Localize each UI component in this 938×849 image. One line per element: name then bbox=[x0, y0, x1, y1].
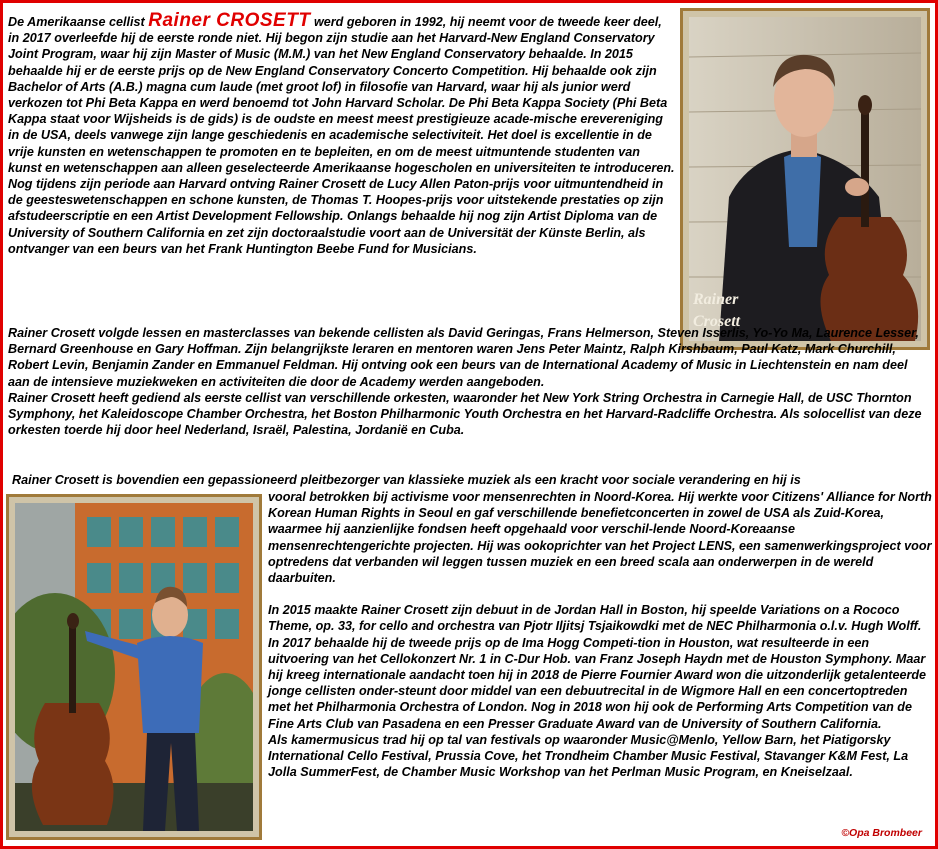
artist-name-heading: Rainer CROSETT bbox=[148, 10, 311, 31]
chamber-music-paragraph: Als kamermusicus trad hij op tal van festivals op waaronder Music@Menlo, Yellow Barn, het Piatigorsky International Cello Festival, Prussia Cove, het Trondheim Chamber Music Festival, Stavanger K&M Fest, La Jolla SummerFest, de Chamber Music Workshop van het Perlman Music Program, en Kneiselzaal. bbox=[268, 732, 909, 780]
copyright-credit: ©Opa Brombeer bbox=[841, 827, 922, 839]
intro-paragraph bbox=[8, 10, 676, 176]
activism-paragraph: vooral betrokken bij activisme voor mensenrechten in Noord-Korea. Hij werkte voor Citizens' Alliance for North Korean Human Rights in Seoul en gaf verschillende benefietconcerten in zowel de USA als Zuid-Korea, waarmee hij aanzienlijke fondsen heeft opgehaald voor verschil-lende Noord-Koreaanse mensenrechtengerichte projecten. Hij was ookoprichter van het Project LENS, een samenwerkingsproject voor optredens dat verbanden wil leggen tussen muziek en een breed scala aan onderwerpen in de wereld daarbuiten. bbox=[268, 490, 932, 586]
outdoor-photo-frame bbox=[6, 494, 262, 840]
debut-paragraph: In 2015 maakte Rainer Crosett zijn debuut in de Jordan Hall in Boston, hij speelde Variations on a Rococo Theme, op. 33, for cello and orchestra van Pjotr Iljitsj Tsjaikowdki met de NEC Philharmonia o.l.v. Hugh Wolff. In 2017 behaalde hij de tweede prijs op de Ima Hogg Competi-tion in Houston, wat resulteerde in een uitvoering van het Cellokonzert Nr. 1 in C-Dur Hob. van Franz Joseph Haydn met de Houston Symphony. Maar hij kreeg internationale aandacht toen hij in 2018 de Pierre Fournier Award won die uitzonderlijk getalenteerde jonge cellisten onder-steunt door middel van een debuutrecital in de Wigmore Hall en een concertoptreden met het Philharmonia Orchestra of London. Nog in 2018 won hij ook de Performing Arts Competition van de Fine Arts Club van Pasadena en een Presser Graduate Award van de University of Southern California. bbox=[268, 603, 927, 731]
caption-line-2: Crosett bbox=[693, 313, 741, 330]
orchestras-paragraph: Rainer Crosett heeft gediend als eerste cellist van verschillende orkesten, waaronder het New York String Orchestra in Carnegie Hall, de USC Thornton Symphony, het Kaleidoscope Chamber Orchestra, het Boston Philharmonic Youth Orchestra en het Harvard-Radcliffe Orchestra. Als solocellist van deze orkesten toerde hij door heel Nederland, Israël, Palestina, Jordanië en Cuba. bbox=[8, 390, 922, 438]
intro-body: werd geboren in 1992, hij neemt voor de tweede keer deel, in 2017 overleefde hij de eerste ronde niet. Hij begon zijn studie aan het Harvard-New England Conservatory Joint Program, waar hij zijn Master of Music (M.M.) van het New England Conservatory behaalde. In 2015 behaalde hij er de eerste prijs op de New England Conservatory Concerto Competition. Hij behaalde ook zijn Bachelor of Arts (A.B.) magna cum laude (met groot lof) in filosofie van Harvard, waar hij als junior werd verkozen tot Phi Beta Kappa en werd benoemd tot John Harvard Scholar. De Phi Beta Kappa Society (Phi Beta Kappa staat voor Wijsheids is de gids) is de oudste en meest meest prestigieuze acade-mische erevereniging in de USA, deels vanwege zijn lange geschiedenis en academische selectiviteit. Het doel is excellentie in de vrije kunsten en wetenschappen te promoten en te bepleiten, en om de meest uitmuntende studenten van kunst en wetenschappen aan alleen geselecteerde Amerikaanse hogescholen en universiteiten te introduceren. bbox=[8, 15, 675, 175]
portrait-photo bbox=[689, 17, 921, 341]
awards-paragraph: Nog tijdens zijn periode aan Harvard ontving Rainer Crosett de Lucy Allen Paton-prijs voor uitmuntendheid in de geesteswetenschappen en schone kunsten, de Thomas T. Hoopes-prijs voor uitstekende prestaties op zijn afstudeerscriptie en een Artist Development Fellowship. Onlangs behaalde hij nog zijn Artist Diploma van de University of Southern California en zet zijn doctoraalstudie voort aan de Universität der Künste Berlin, als ontvanger van een beurs van het Frank Huntington Beebe Fund for Musicians. bbox=[8, 177, 664, 256]
teachers-paragraph: Rainer Crosett volgde lessen en masterclasses van bekende cellisten als David Geringas, Frans Helmerson, Steven Isserlis, Yo-Yo Ma, Laurence Lesser, Bernard Greenhouse en Gary Hoffman. Zijn belangrijkste leraren en mentoren waren Jens Peter Maintz, Ralph Kirshbaum, Paul Katz, Mark Churchill, Robert Levin, Benjamin Zander en Emmanuel Feldman. Hij ontving ook een beurs van de International Academy of Music in Liechtenstein en nam deel aan de intensieve muziekweken en activiteiten die door de Academy werden aangeboden. bbox=[8, 326, 919, 389]
outdoor-photo bbox=[15, 503, 253, 831]
cellist-outdoor-image bbox=[15, 503, 253, 831]
activism-and-career-block bbox=[268, 489, 932, 780]
intro-prefix: De Amerikaanse cellist bbox=[8, 15, 149, 29]
caption-line-1: Rainer bbox=[693, 291, 739, 308]
intro-text-block bbox=[8, 10, 676, 257]
portrait-photo-frame bbox=[680, 8, 930, 350]
activism-first-line: Rainer Crosett is bovendien een gepassioneerd pleitbezorger van klassieke muziek als een kracht voor sociale verandering en hij is bbox=[12, 473, 801, 487]
teachers-orchestras-block bbox=[8, 325, 932, 438]
